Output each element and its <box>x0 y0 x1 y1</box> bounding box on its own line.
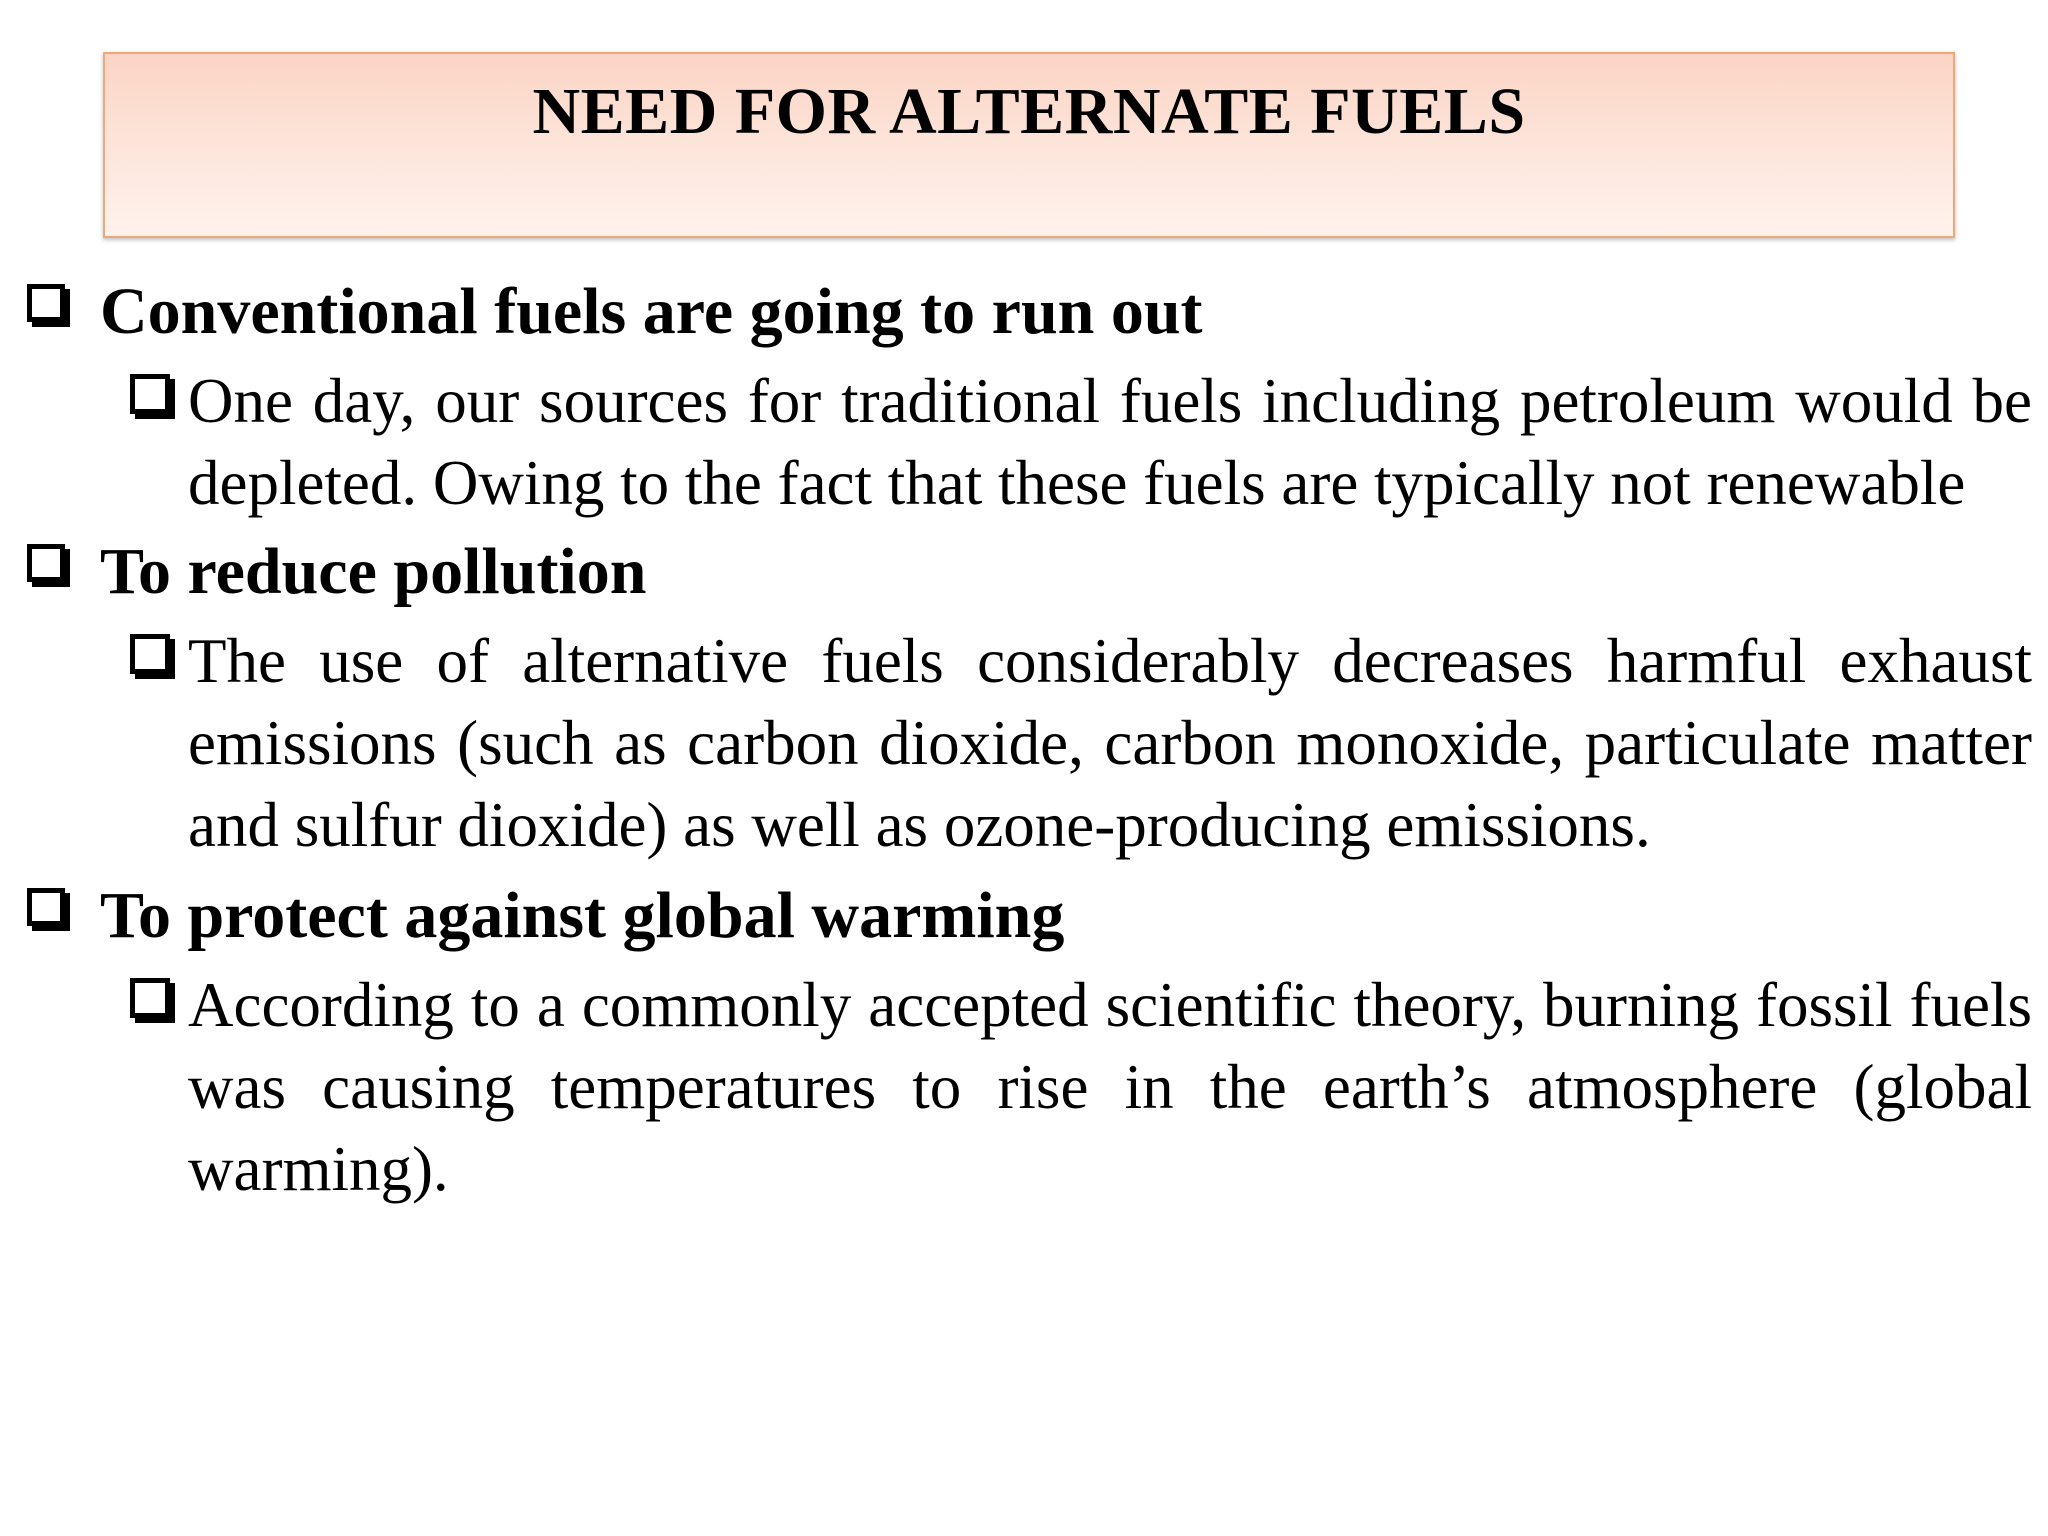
slide-title-banner <box>103 52 1955 238</box>
checkbox-bullet-icon <box>27 544 65 582</box>
bullet-heading-row <box>0 272 2040 360</box>
sub-bullet-row <box>0 620 2040 866</box>
bullet-heading-row <box>0 876 2040 964</box>
bullet-section-global-warming <box>0 876 2040 1210</box>
checkbox-bullet-icon <box>130 634 170 674</box>
sub-bullet-text: The use of alternative fuels considerably decreases harmful exhaust emissions (such as carbon dioxide, carbon monoxide, particulate matter and sulfur dioxide) as well as ozone-producing emissions. <box>188 626 2032 860</box>
bullet-section-fuels-run-out <box>0 272 2040 524</box>
checkbox-bullet-icon <box>27 888 65 926</box>
checkbox-bullet-icon <box>130 374 170 414</box>
checkbox-bullet-icon <box>130 978 170 1018</box>
sub-bullet-text: According to a commonly accepted scientific theory, burning fossil fuels was causing temperatures to rise in the earth’s atmosphere (global warming). <box>188 970 2032 1204</box>
slide-body <box>0 272 2040 1210</box>
bullet-section-reduce-pollution <box>0 532 2040 866</box>
bullet-heading: To protect against global warming <box>100 879 1065 952</box>
bullet-heading: Conventional fuels are going to run out <box>100 275 1203 348</box>
slide-title: NEED FOR ALTERNATE FUELS <box>532 75 1526 148</box>
sub-bullet-row <box>0 964 2040 1210</box>
bullet-heading: To reduce pollution <box>100 535 647 608</box>
sub-bullet-row <box>0 360 2040 524</box>
checkbox-bullet-icon <box>27 284 65 322</box>
sub-bullet-text: One day, our sources for traditional fuels including petroleum would be depleted. Owing to the fact that these fuels are typically not renewable <box>188 366 2032 518</box>
bullet-heading-row <box>0 532 2040 620</box>
